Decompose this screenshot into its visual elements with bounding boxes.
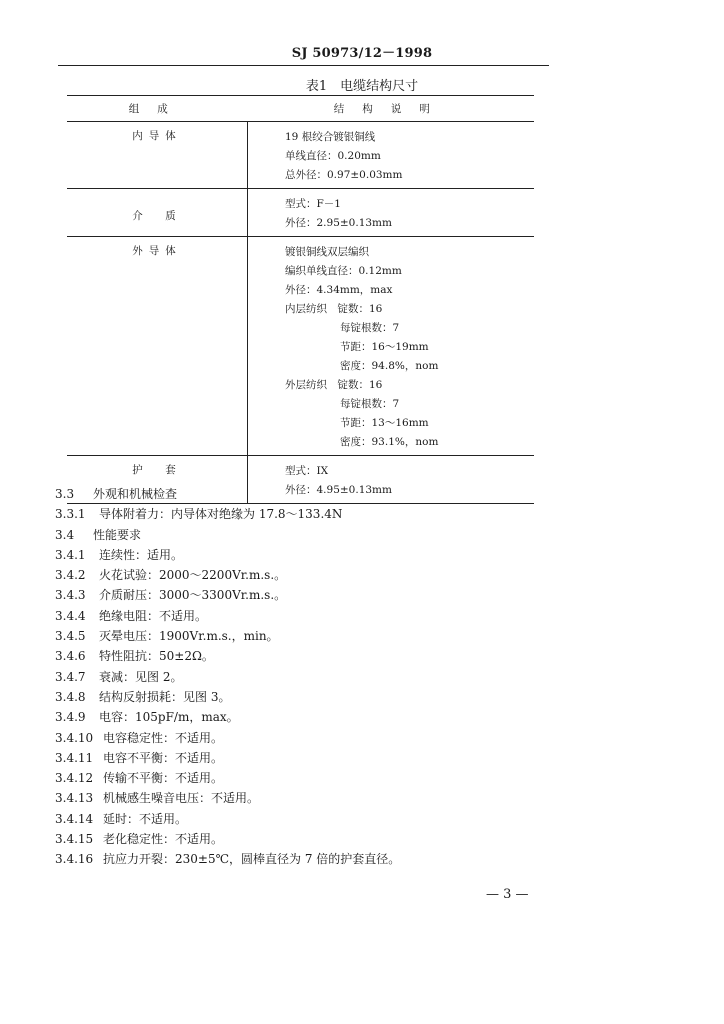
clause-number: 3.4.9 [55, 710, 86, 725]
clause-text: 电容稳定性：不适用。 [103, 730, 224, 745]
clause-item [55, 545, 655, 565]
description-line: 外径：2.95±0.13mm [285, 217, 392, 229]
clause-item [55, 525, 655, 545]
clause-item [55, 728, 655, 748]
clause-text: 导体附着力：内导体对绝缘为 17.8～133.4N [99, 507, 343, 522]
clause-text: 抗应力开裂：230±5℃，圆棒直径为 7 倍的护套直径。 [103, 852, 401, 867]
clause-text: 性能要求 [93, 527, 142, 542]
clause-text: 外观和机械检查 [93, 487, 178, 501]
clause-text: 连续性：适用。 [99, 547, 184, 562]
clause-number: 3.4.13 [55, 791, 94, 806]
component-name: 护 套 [67, 456, 248, 504]
clause-number: 3.3 [55, 487, 75, 501]
description-line: 密度：93.1%，nom [340, 436, 439, 448]
clause-text: 延时：不适用。 [103, 811, 188, 826]
description-line: 总外径：0.97±0.03mm [285, 169, 403, 181]
clause-item [55, 768, 655, 788]
document-code: SJ 50973/12－1998 [291, 46, 433, 61]
clause-text: 老化稳定性：不适用。 [103, 832, 224, 847]
header-composition: 组成 [67, 96, 248, 122]
clause-number: 3.4.12 [55, 771, 94, 786]
component-name: 介 质 [67, 189, 248, 237]
clause-text: 介质耐压：3000～3300Vr.m.s.。 [99, 588, 287, 603]
clause-text: 电容不平衡：不适用。 [103, 750, 224, 765]
clause-number: 3.4.14 [55, 811, 94, 826]
table-header-row [67, 96, 534, 122]
description-line: 型式：F－1 [285, 198, 341, 210]
component-name: 外导体 [67, 237, 248, 456]
clause-item [55, 707, 655, 727]
description-line: 外径：4.95±0.13mm [285, 484, 392, 496]
description-line: 每锭根数：7 [340, 322, 400, 334]
clause-number: 3.4.1 [55, 547, 86, 562]
clause-number: 3.4.6 [55, 649, 86, 664]
clause-item [55, 809, 655, 829]
clause-item [55, 626, 655, 646]
clause-number: 3.4.5 [55, 629, 86, 644]
clause-number: 3.4.15 [55, 832, 94, 847]
clause-text: 火花试验：2000～2200Vr.m.s.。 [99, 568, 287, 583]
clause-item [55, 667, 655, 687]
clause-item [55, 606, 655, 626]
header-description: 结构说明 [248, 96, 535, 122]
description-line: 节距：13～16mm [340, 417, 429, 429]
clause-text: 衰减：见图 2。 [99, 669, 183, 684]
clause-item [55, 646, 655, 666]
description-line: 外层纺织 锭数：16 [285, 379, 383, 391]
description-line: 密度：94.8%，nom [340, 360, 439, 372]
page-number: — 3 — [486, 887, 529, 902]
clause-item [55, 748, 655, 768]
description-line: 节距：16～19mm [340, 341, 429, 353]
table-row [67, 122, 534, 189]
clause-item [55, 788, 655, 808]
clause-list [55, 484, 655, 870]
clause-number: 3.4.3 [55, 588, 86, 603]
clause-number: 3.4.4 [55, 608, 86, 623]
header-rule [58, 65, 549, 66]
clause-item [55, 829, 655, 849]
clause-number: 3.4.7 [55, 669, 86, 684]
component-description [248, 189, 535, 237]
description-line: 型式：IX [285, 465, 329, 477]
clause-text: 机械感生噪音电压：不适用。 [103, 791, 260, 806]
clause-text: 传输不平衡：不适用。 [103, 771, 224, 786]
cable-dimensions-table [67, 95, 534, 504]
table-row [67, 189, 534, 237]
clause-text: 绝缘电阻：不适用。 [99, 608, 208, 623]
description-line: 单线直径：0.20mm [285, 150, 381, 162]
clause-text: 特性阻抗：50±2Ω。 [99, 649, 214, 664]
clause-text: 结构反射损耗：见图 3。 [99, 689, 231, 704]
description-line: 镀银铜线双层编织 [285, 246, 369, 258]
description-line: 外径：4.34mm，max [285, 284, 393, 296]
description-line: 每锭根数：7 [340, 398, 400, 410]
clause-item [55, 504, 655, 524]
description-line: 内层纺织 锭数：16 [285, 303, 383, 315]
component-description [248, 122, 535, 189]
clause-number: 3.3.1 [55, 507, 86, 522]
clause-number: 3.4.2 [55, 568, 86, 583]
clause-item [55, 849, 655, 869]
clause-text: 电容：105pF/m，max。 [99, 710, 239, 725]
table-row [67, 237, 534, 456]
clause-item [55, 687, 655, 707]
component-name: 内导体 [67, 122, 248, 189]
description-line: 19 根绞合镀银铜线 [285, 131, 376, 143]
clause-item [55, 565, 655, 585]
description-line: 编织单线直径：0.12mm [285, 265, 402, 277]
clause-item [55, 484, 655, 504]
clause-number: 3.4.16 [55, 852, 94, 867]
component-description [248, 237, 535, 456]
table-title: 表1 电缆结构尺寸 [305, 79, 419, 94]
clause-item [55, 585, 655, 605]
clause-number: 3.4.11 [55, 750, 94, 765]
clause-number: 3.4.10 [55, 730, 94, 745]
clause-text: 灭晕电压：1900Vr.m.s.，min。 [99, 629, 279, 644]
clause-number: 3.4 [55, 527, 75, 542]
clause-number: 3.4.8 [55, 689, 86, 704]
